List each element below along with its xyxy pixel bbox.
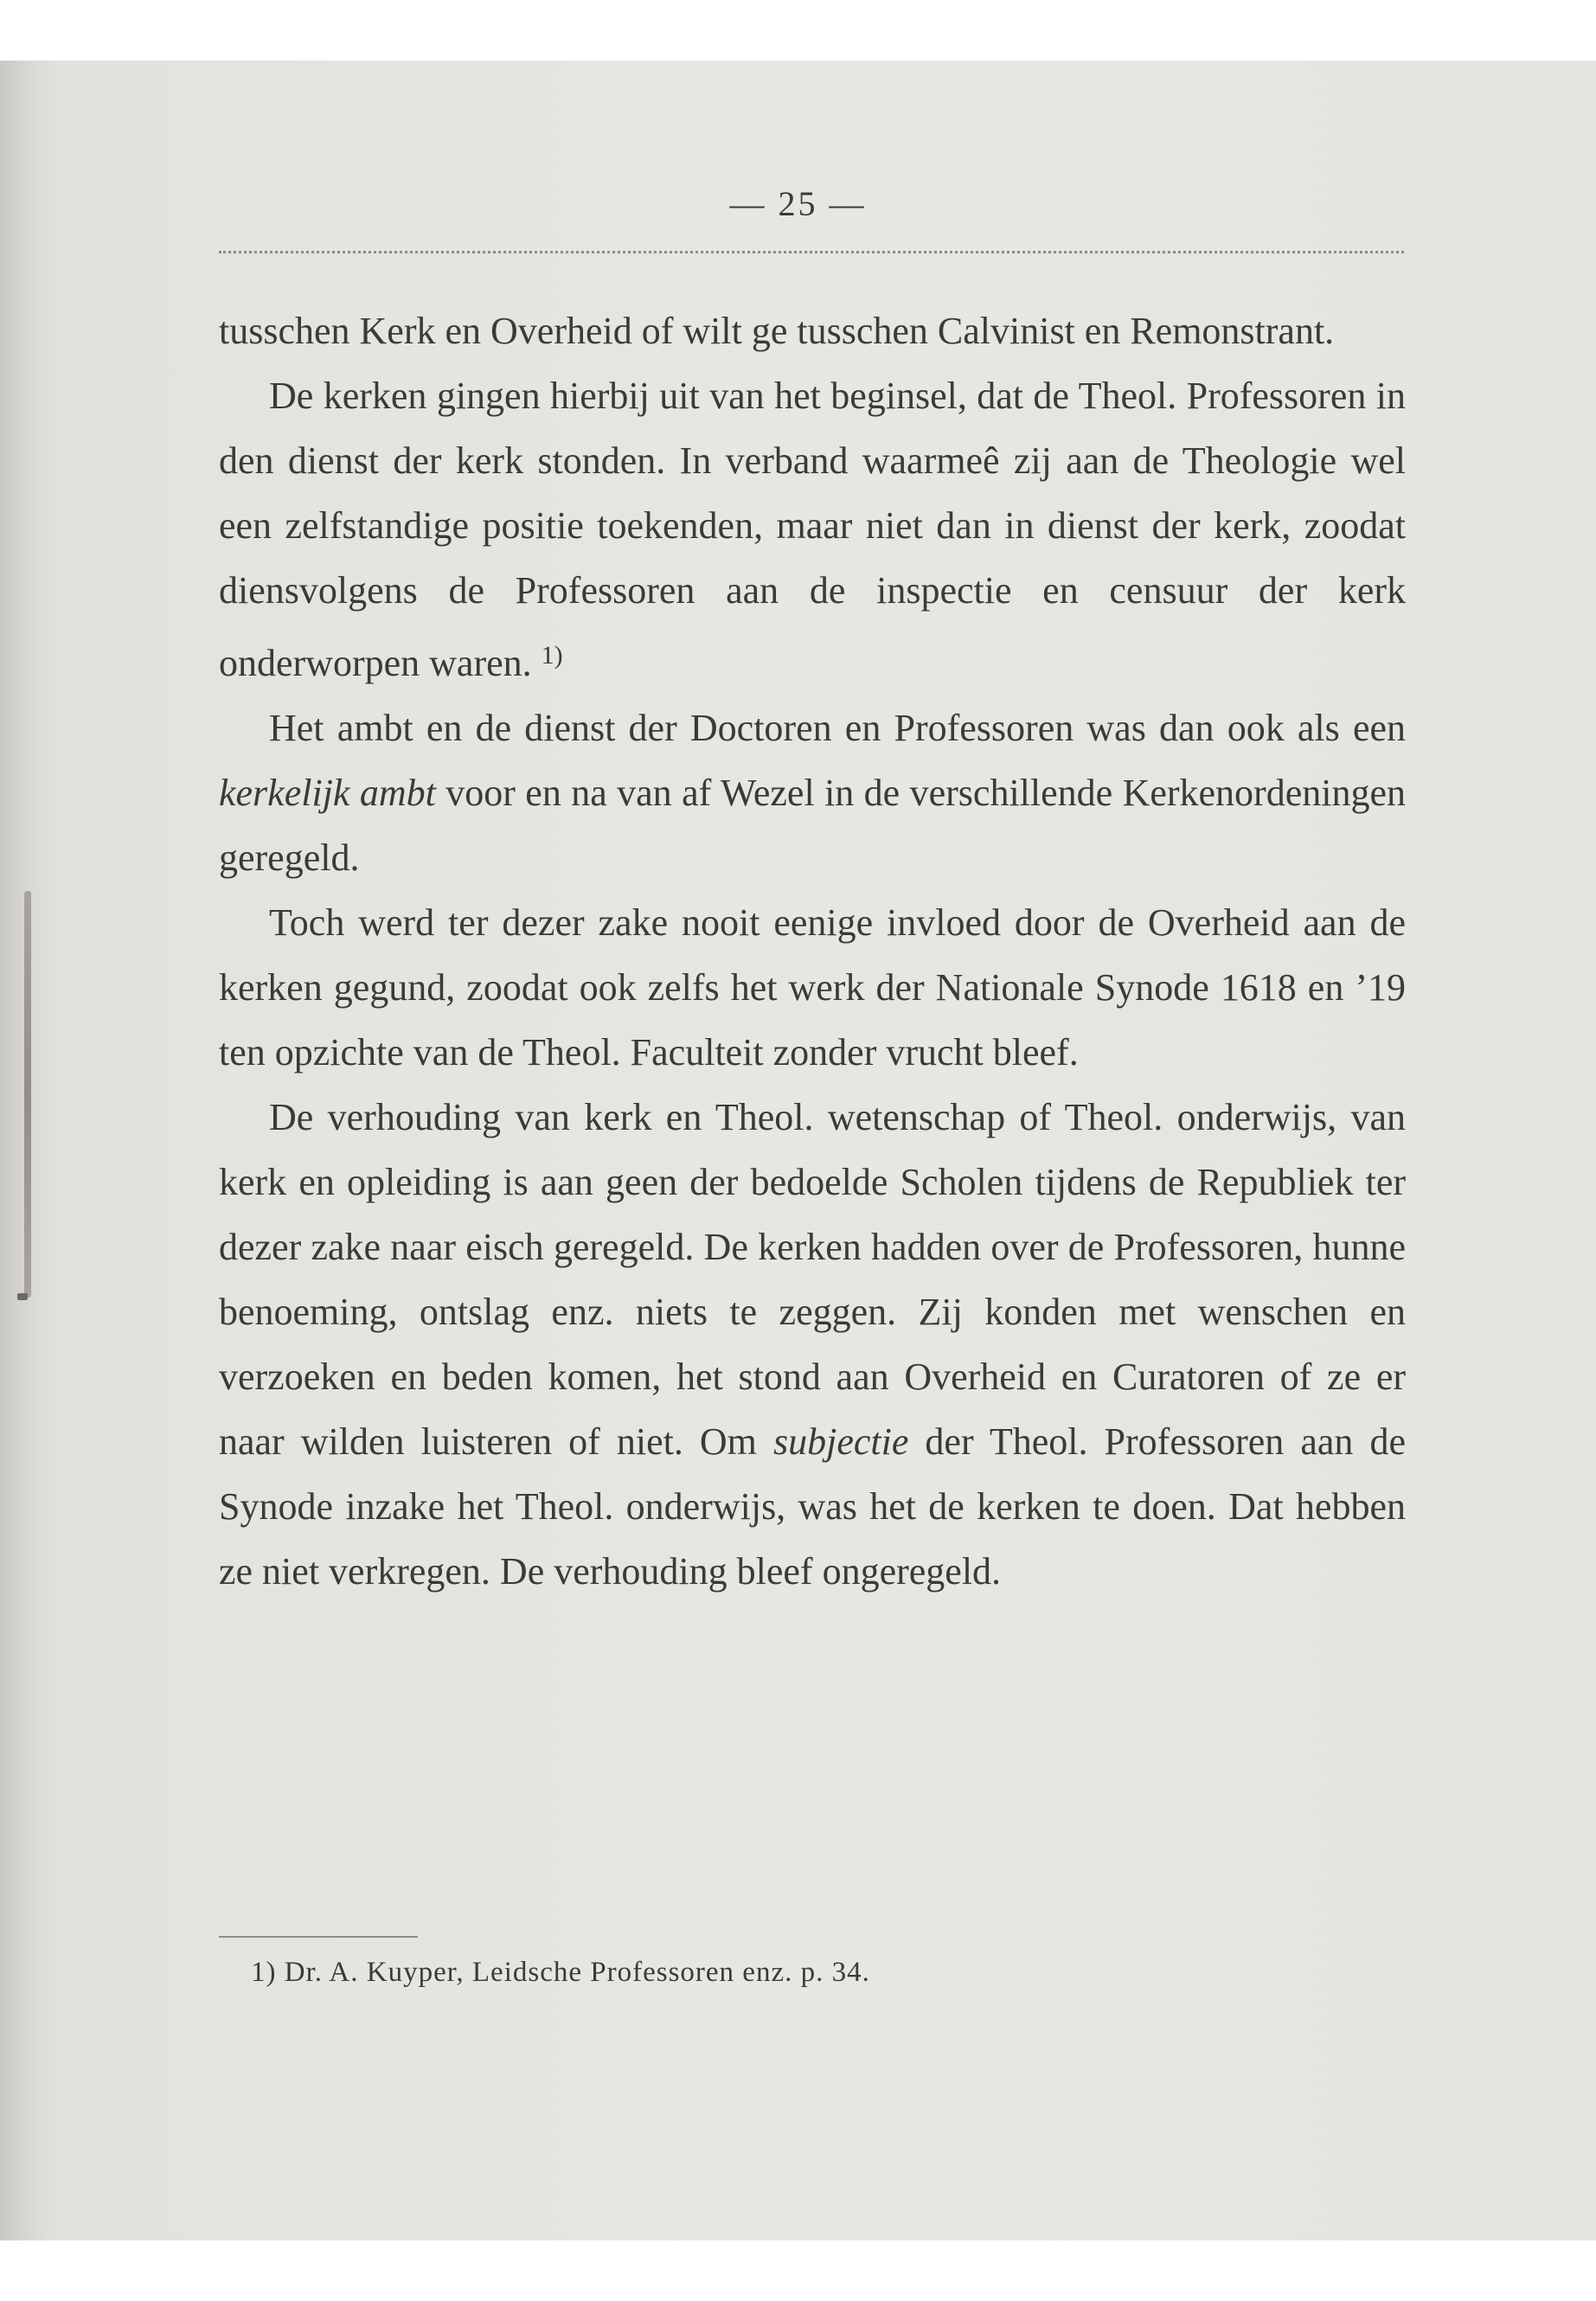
footnote-rule [219,1936,418,1938]
paragraph-2 [219,363,1406,695]
footnote: 1) Dr. A. Kuyper, Leidsche Professoren enz. p. 34. [251,1957,870,1988]
body-text [219,298,1406,1604]
paragraph-3-italic: kerkelijk ambt [219,772,436,814]
paragraph-2-text: De kerken gingen hierbij uit van het beginsel, dat de Theol. Professoren in den dienst der kerk stonden. In verband waarmeê zij aan de Theologie wel een zelfstandige positie toekenden, maar niet dan in dienst der kerk, zoodat diensvolgens de Professoren aan de inspectie en censuur der kerk onderworpen waren. [219,375,1406,684]
footnote-reference[interactable]: 1) [541,641,563,670]
binding-mark [24,891,31,1298]
paragraph-1: tusschen Kerk en Overheid of wilt ge tusschen Calvinist en Remonstrant. [219,310,1335,352]
paragraph-5-before: De verhouding van kerk en Theol. wetenschap of Theol. onderwijs, van kerk en opleiding is aan geen der bedoelde Scholen tijdens de Republiek ter dezer zake naar eisch geregeld. De kerken hadden over de Professoren, hunne benoeming, ontslag enz. niets te zeggen. Zij konden met wenschen en verzoeken en beden komen, het stond aan Overheid en Curatoren of ze er naar wilden luisteren of niet. Om [219,1096,1406,1463]
paragraph-4: Toch werd ter dezer zake nooit eenige invloed door de Overheid aan de kerken gegund, zoodat ook zelfs het werk der Nationale Synode 1618 en ’19 ten opzichte van de Theol. Faculteit zonder vrucht bleef. [219,901,1406,1074]
header-dotted-rule [219,251,1404,253]
paragraph-5 [219,1085,1406,1604]
paragraph-3 [219,695,1406,890]
paragraph-5-italic: subjectie [772,1420,909,1463]
paragraph-5-after: der Theol. Professoren aan de Synode inzake het Theol. onderwijs, was het de kerken te doen. Dat hebben ze niet verkregen. De verhouding bleef ongeregeld. [219,1420,1406,1593]
page-number: — 25 — [729,184,867,223]
binding-tick [17,1293,28,1300]
paragraph-3-before: Het ambt en de dienst der Doctoren en Professoren was dan ook als een [269,707,1406,749]
paragraph-3-after: voor en na van af Wezel in de verschillende Kerkenordeningen geregeld. [219,772,1406,879]
